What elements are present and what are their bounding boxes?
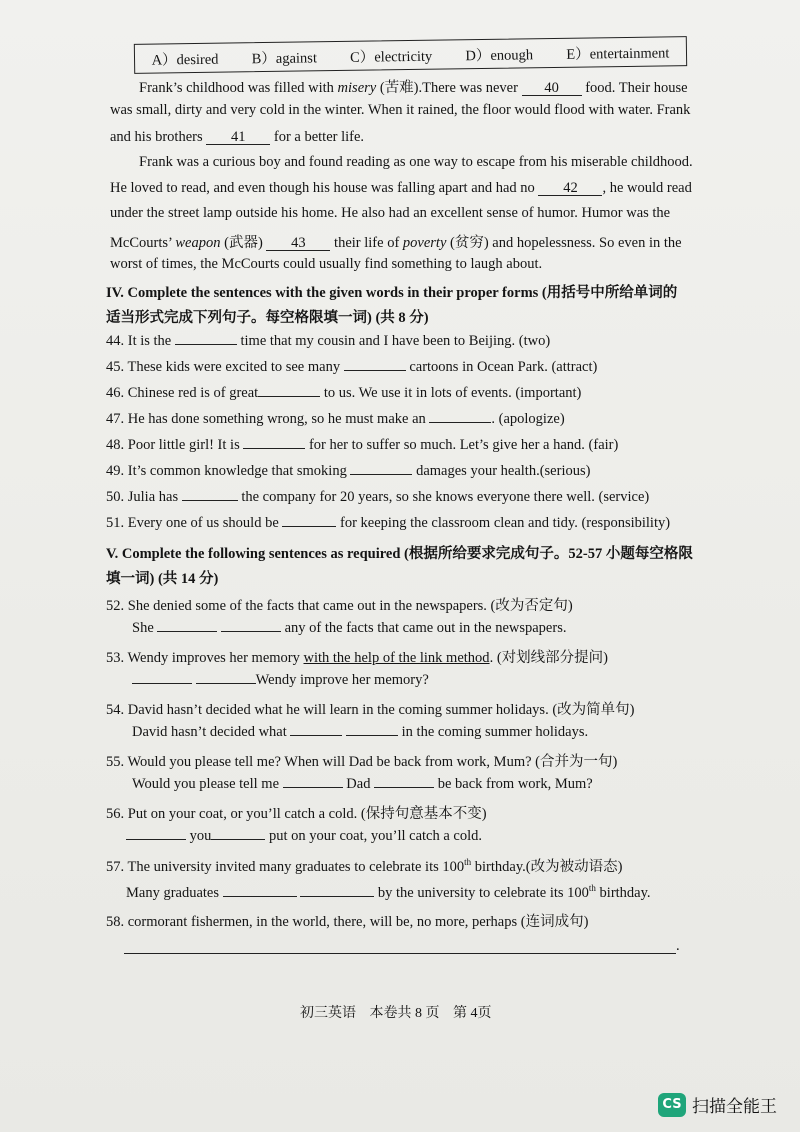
question-49: 49. It’s common knowledge that smoking damages your health.(serious): [106, 463, 591, 479]
question-50: 50. Julia has the company for 20 years, so she knows everyone there well. (service): [106, 489, 650, 505]
question-58: 58. cormorant fishermen, in the world, there, will be, no more, perhaps (连词成句): [106, 914, 589, 930]
question-54-answer: David hasn’t decided what in the coming summer holidays.: [132, 724, 589, 740]
question-51: 51. Every one of us should be for keeping the classroom clean and tidy. (responsibility): [106, 515, 671, 531]
passage-line-6: under the street lamp outside his home. He also had an excellent sense of humor. Humor was the: [110, 205, 671, 221]
section-5-heading-cont: 填一词) (共 14 分): [106, 571, 219, 587]
question-58-answer: .: [124, 938, 680, 955]
question-53: 53. Wendy improves her memory with the help of the link method. (对划线部分提问): [106, 650, 608, 666]
question-55-answer: Would you please tell me Dad be back from work, Mum?: [132, 776, 593, 792]
passage-line-8: worst of times, the McCourts could usually find something to laugh about.: [110, 256, 543, 272]
section-4-heading-cont: 适当形式完成下列句子。每空格限填一词) (共 8 分): [106, 310, 429, 326]
passage-line-5: He loved to read, and even though his house was falling apart and had no 42 , he would read: [110, 180, 692, 196]
question-53-answer: Wendy improve her memory?: [132, 672, 429, 689]
question-56: 56. Put on your coat, or you’ll catch a cold. (保持句意基本不变): [106, 806, 487, 822]
blank-41: 41: [206, 130, 270, 145]
passage-line-2: was small, dirty and very cold in the winter. When it rained, the floor would flood with water. Frank: [110, 102, 691, 118]
page-footer: [300, 1002, 502, 1022]
question-46: 46. Chinese red is of great to us. We use it in lots of events. (important): [106, 385, 582, 401]
passage-line-1: Frank’s childhood was filled with misery (苦难).There was never 40 food. Their house: [139, 80, 688, 96]
section-5-heading: V. Complete the following sentences as required (根据所给要求完成句子。52-57 小题每空格限: [106, 546, 693, 562]
footer-total: 本卷共 8 页: [369, 1006, 440, 1021]
passage-line-4: Frank was a curious boy and found reading as one way to escape from his miserable childhood.: [139, 154, 693, 170]
scanner-watermark: [658, 1092, 777, 1117]
camscanner-icon: CS: [658, 1093, 686, 1117]
question-52: 52. She denied some of the facts that came out in the newspapers. (改为否定句): [106, 598, 573, 614]
option-e: E）entertainment: [566, 44, 670, 63]
question-45: 45. These kids were excited to see many cartoons in Ocean Park. (attract): [106, 359, 598, 375]
question-56-answer: you put on your coat, you’ll catch a cold.: [126, 828, 482, 845]
question-57-answer: Many graduates by the university to celebrate its 100th birthday.: [126, 883, 651, 901]
question-52-answer: She any of the facts that came out in the newspapers.: [132, 620, 567, 636]
blank-43: 43: [266, 236, 330, 251]
blank-42: 42: [538, 181, 602, 196]
question-57: 57. The university invited many graduates to celebrate its 100th birthday.(改为被动语态): [106, 857, 623, 875]
passage-line-7: McCourts’ weapon (武器) 43 their life of poverty (贫穷) and hopelessness. So even in the: [110, 235, 682, 251]
option-c: C）electricity: [350, 48, 433, 66]
question-47: 47. He has done something wrong, so he must make an . (apologize): [106, 411, 565, 427]
footer-page: 第 4页: [453, 1006, 492, 1021]
passage-line-3: and his brothers 41 for a better life.: [110, 129, 365, 145]
option-b: B）against: [251, 49, 318, 67]
question-55: 55. Would you please tell me? When will Dad be back from work, Mum? (合并为一句): [106, 754, 618, 770]
question-54: 54. David hasn’t decided what he will learn in the coming summer holidays. (改为简单句): [106, 702, 635, 718]
option-a: A）desired: [151, 51, 219, 69]
section-4-heading: IV. Complete the sentences with the given words in their proper forms (用括号中所给单词的: [106, 285, 678, 301]
question-48: 48. Poor little girl! It is for her to suffer so much. Let’s give her a hand. (fair): [106, 437, 619, 453]
blank-40: 40: [522, 81, 582, 96]
option-d: D）enough: [465, 46, 534, 64]
watermark-text: 扫描全能王: [692, 1097, 777, 1117]
question-44: 44. It is the time that my cousin and I have been to Beijing. (two): [106, 333, 551, 349]
footer-subject: 初三英语: [300, 1006, 356, 1021]
word-options-box: [134, 36, 687, 74]
